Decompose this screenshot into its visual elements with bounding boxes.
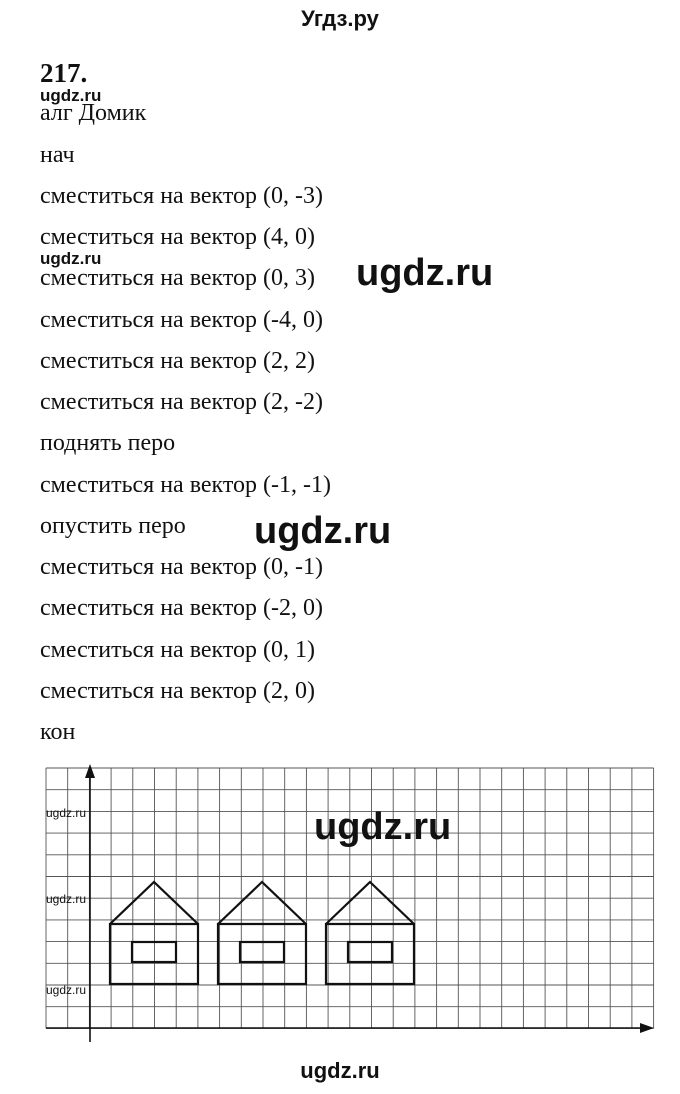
algorithm-line: сместиться на вектор (-1, -1) xyxy=(40,472,332,498)
algorithm-line: сместиться на вектор (-4, 0) xyxy=(40,307,324,333)
watermark-large: ugdz.ru xyxy=(314,806,452,848)
algorithm-line: сместиться на вектор (4, 0) xyxy=(40,224,316,250)
grid-figure-houses xyxy=(44,756,658,1046)
algorithm-line: алг Домик xyxy=(40,100,147,126)
house xyxy=(110,882,198,984)
watermark-small: ugdz.ru xyxy=(46,892,87,906)
house xyxy=(218,882,306,984)
house xyxy=(326,882,414,984)
house-outline xyxy=(218,882,306,984)
algorithm-line: сместиться на вектор (2, 0) xyxy=(40,678,316,704)
x-axis-arrow-icon xyxy=(640,1023,654,1033)
algorithm-line: сместиться на вектор (0, 3) xyxy=(40,265,316,291)
algorithm-line: сместиться на вектор (0, -3) xyxy=(40,183,324,209)
site-footer: ugdz.ru xyxy=(300,1058,380,1083)
house-window xyxy=(240,942,284,962)
house-window xyxy=(132,942,176,962)
algorithm-line: сместиться на вектор (-2, 0) xyxy=(40,595,324,621)
algorithm-line: сместиться на вектор (2, -2) xyxy=(40,389,324,415)
house-outline xyxy=(326,882,414,984)
watermark-large: ugdz.ru xyxy=(356,252,494,294)
house-window xyxy=(348,942,392,962)
watermark-large: ugdz.ru xyxy=(254,510,392,552)
y-axis-arrow-icon xyxy=(85,764,95,778)
houses xyxy=(110,882,414,984)
algorithm-line: нач xyxy=(40,142,75,168)
algorithm-line: кон xyxy=(40,719,76,745)
algorithm-line: сместиться на вектор (0, 1) xyxy=(40,637,316,663)
algorithm-line: сместиться на вектор (2, 2) xyxy=(40,348,316,374)
watermark-small: ugdz.ru xyxy=(40,86,102,105)
watermark-small: ugdz.ru xyxy=(46,806,87,820)
algorithm-line: сместиться на вектор (0, -1) xyxy=(40,554,324,580)
watermark-small: ugdz.ru xyxy=(40,249,102,268)
algorithm-line: поднять перо xyxy=(40,430,176,456)
task-number: 217. xyxy=(40,58,88,88)
watermark-small: ugdz.ru xyxy=(46,983,87,997)
house-outline xyxy=(110,882,198,984)
algorithm-line: опустить перо xyxy=(40,513,186,539)
site-header: Угдз.ру xyxy=(301,6,379,31)
